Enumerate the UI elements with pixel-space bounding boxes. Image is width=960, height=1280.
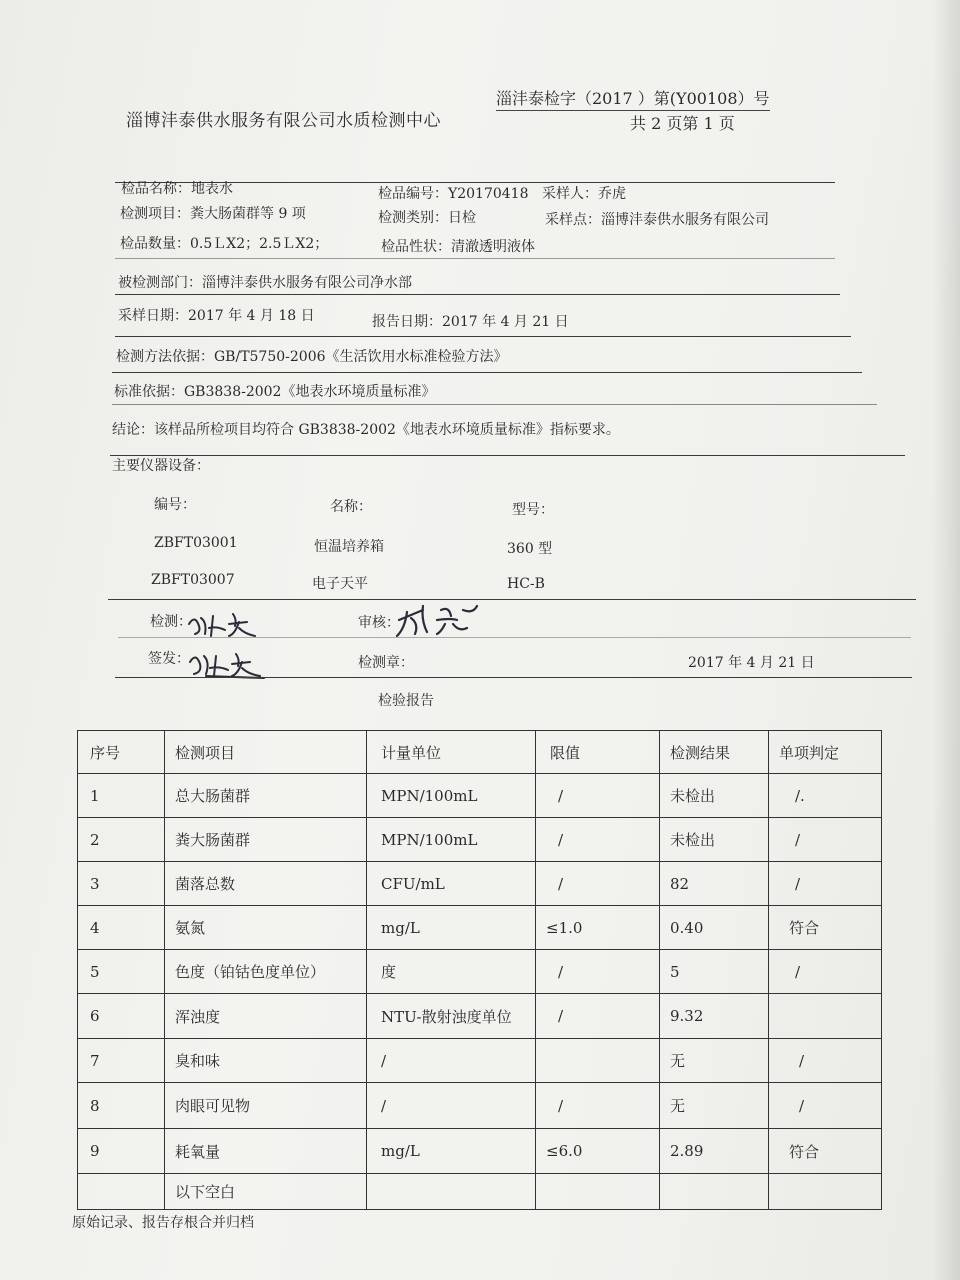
cell-judgement: 符合 [769, 1129, 882, 1174]
report-number: 淄沣泰检字（2017 ）第(Y00108）号 [496, 86, 770, 111]
sampling-point: 采样点：淄博沣泰供水服务有限公司 [545, 212, 769, 228]
cell-limit: / [536, 950, 660, 994]
cell-item: 浑浊度 [165, 994, 367, 1039]
cell-item: 臭和味 [165, 1039, 367, 1083]
cell-judgement: 符合 [769, 906, 882, 950]
equipment-title: 主要仪器设备： [112, 458, 210, 474]
equipment-model: HC-B [507, 576, 545, 592]
table-row [78, 950, 882, 994]
header-cell: 检测项目 [165, 731, 367, 774]
issuer-signature [186, 646, 270, 680]
equipment-header-code: 编号： [154, 497, 196, 513]
cell-judgement [769, 994, 882, 1039]
test-method: 检测方法依据：GB/T5750-2006《生活饮用水标准检验方法》 [116, 349, 508, 365]
cell-result: 0.40 [660, 906, 769, 950]
cell-limit: / [536, 818, 660, 862]
header-cell: 检测结果 [660, 731, 769, 774]
cell-limit: / [536, 862, 660, 906]
sample-quantity: 检品数量：0.5ＬX2；2.5ＬX2； [120, 236, 329, 252]
signature-date: 2017 年 4 月 21 日 [688, 655, 815, 671]
cell-item: 菌落总数 [165, 862, 367, 906]
cell-limit: / [536, 774, 660, 818]
cell-item: 色度（铂钴色度单位） [165, 950, 367, 994]
equipment-header-name: 名称： [330, 499, 372, 515]
cell-index [78, 1174, 165, 1210]
header-cell: 限值 [536, 731, 660, 774]
cell-result: 5 [660, 950, 769, 994]
cell-unit: CFU/mL [367, 862, 536, 906]
header-cell: 序号 [78, 731, 165, 774]
cell-index: 2 [78, 818, 165, 862]
cell-unit: mg/L [367, 1129, 536, 1174]
info-divider-6 [110, 455, 905, 456]
sample-name: 检品名称：地表水 [121, 181, 233, 197]
test-items: 检测项目：粪大肠菌群等 9 项 [120, 206, 306, 222]
table-row [78, 1174, 882, 1210]
signature-divider-1 [118, 637, 911, 638]
cell-index: 5 [78, 950, 165, 994]
cell-index: 7 [78, 1039, 165, 1083]
sample-property: 检品性状：清澈透明液体 [381, 239, 535, 255]
tester-label: 检测： [150, 614, 192, 630]
table-row [78, 1083, 882, 1129]
report-date: 报告日期：2017 年 4 月 21 日 [372, 314, 569, 330]
table-row [78, 862, 882, 906]
cell-result: 未检出 [660, 774, 769, 818]
equipment-header-model: 型号： [512, 502, 554, 518]
table-row [78, 818, 882, 862]
conclusion: 结论：该样品所检项目均符合 GB3838-2002《地表水环境质量标准》指标要求。 [112, 422, 620, 438]
cell-limit: ≤1.0 [536, 906, 660, 950]
cell-unit: mg/L [367, 906, 536, 950]
standard-basis: 标准依据：GB3838-2002《地表水环境质量标准》 [114, 384, 436, 400]
cell-result: 无 [660, 1083, 769, 1129]
cell-result: 82 [660, 862, 769, 906]
table-header-row [78, 731, 882, 774]
sampler: 采样人：乔虎 [542, 186, 626, 202]
signature-divider-2 [115, 677, 912, 678]
table-row [78, 1129, 882, 1174]
table-row [78, 994, 882, 1039]
issuer-label: 签发： [148, 651, 190, 667]
table-row [78, 1039, 882, 1083]
cell-unit: 度 [367, 950, 536, 994]
table-row [78, 906, 882, 950]
cell-limit [536, 1039, 660, 1083]
cell-index: 9 [78, 1129, 165, 1174]
cell-item: 肉眼可见物 [165, 1083, 367, 1129]
cell-unit: / [367, 1039, 536, 1083]
equipment-name: 电子天平 [312, 576, 368, 592]
cell-item: 氨氮 [165, 906, 367, 950]
results-table [77, 730, 882, 1210]
info-divider-5 [112, 404, 877, 405]
table-row [78, 774, 882, 818]
cell-judgement: / [769, 1039, 882, 1083]
cell-index: 4 [78, 906, 165, 950]
cell-unit: / [367, 1083, 536, 1129]
paper-edge-shadow [932, 0, 960, 1280]
page-info: 共 2 页第 1 页 [630, 114, 735, 133]
org-name: 淄博沣泰供水服务有限公司水质检测中心 [126, 111, 441, 131]
cell-index: 8 [78, 1083, 165, 1129]
reviewer-label: 审核： [358, 615, 400, 631]
cell-result: 无 [660, 1039, 769, 1083]
cell-judgement: / [769, 1083, 882, 1129]
cell-judgement: / [769, 818, 882, 862]
sampling-date: 采样日期：2017 年 4 月 18 日 [118, 308, 315, 324]
cell-unit [367, 1174, 536, 1210]
cell-item: 耗氧量 [165, 1129, 367, 1174]
info-divider-4 [112, 372, 862, 373]
cell-index: 1 [78, 774, 165, 818]
cell-judgement [769, 1174, 882, 1210]
cell-limit: ≤6.0 [536, 1129, 660, 1174]
cell-unit: MPN/100mL [367, 774, 536, 818]
info-divider-1 [115, 258, 835, 259]
cell-item: 粪大肠菌群 [165, 818, 367, 862]
test-type: 检测类别：日检 [378, 210, 476, 226]
equipment-model: 360 型 [507, 541, 553, 557]
cell-result [660, 1174, 769, 1210]
cell-item: 总大肠菌群 [165, 774, 367, 818]
cell-unit: NTU-散射浊度单位 [367, 994, 536, 1039]
cell-limit [536, 1174, 660, 1210]
cell-judgement: /. [769, 774, 882, 818]
cell-result: 9.32 [660, 994, 769, 1039]
equipment-divider [108, 599, 916, 600]
sample-number: 检品编号：Y20170418 [378, 186, 529, 202]
equipment-code: ZBFT03001 [154, 535, 238, 551]
cell-item: 以下空白 [165, 1174, 367, 1210]
tested-department: 被检测部门：淄博沣泰供水服务有限公司净水部 [118, 275, 412, 291]
cell-judgement: / [769, 950, 882, 994]
report-title: 检验报告 [378, 693, 434, 709]
footer-note: 原始记录、报告存根合并归档 [72, 1215, 254, 1231]
tester-signature [185, 606, 265, 640]
cell-index: 3 [78, 862, 165, 906]
header-cell: 单项判定 [769, 731, 882, 774]
equipment-name: 恒温培养箱 [314, 539, 384, 555]
info-divider-3 [115, 336, 851, 337]
cell-limit: / [536, 994, 660, 1039]
cell-index: 6 [78, 994, 165, 1039]
reviewer-signature [393, 598, 483, 640]
header-cell: 计量单位 [367, 731, 536, 774]
cell-unit: MPN/100mL [367, 818, 536, 862]
cell-result: 未检出 [660, 818, 769, 862]
seal-label: 检测章： [358, 655, 414, 671]
info-divider-2 [115, 294, 840, 295]
cell-judgement: / [769, 862, 882, 906]
cell-result: 2.89 [660, 1129, 769, 1174]
cell-limit: / [536, 1083, 660, 1129]
equipment-code: ZBFT03007 [151, 572, 235, 588]
